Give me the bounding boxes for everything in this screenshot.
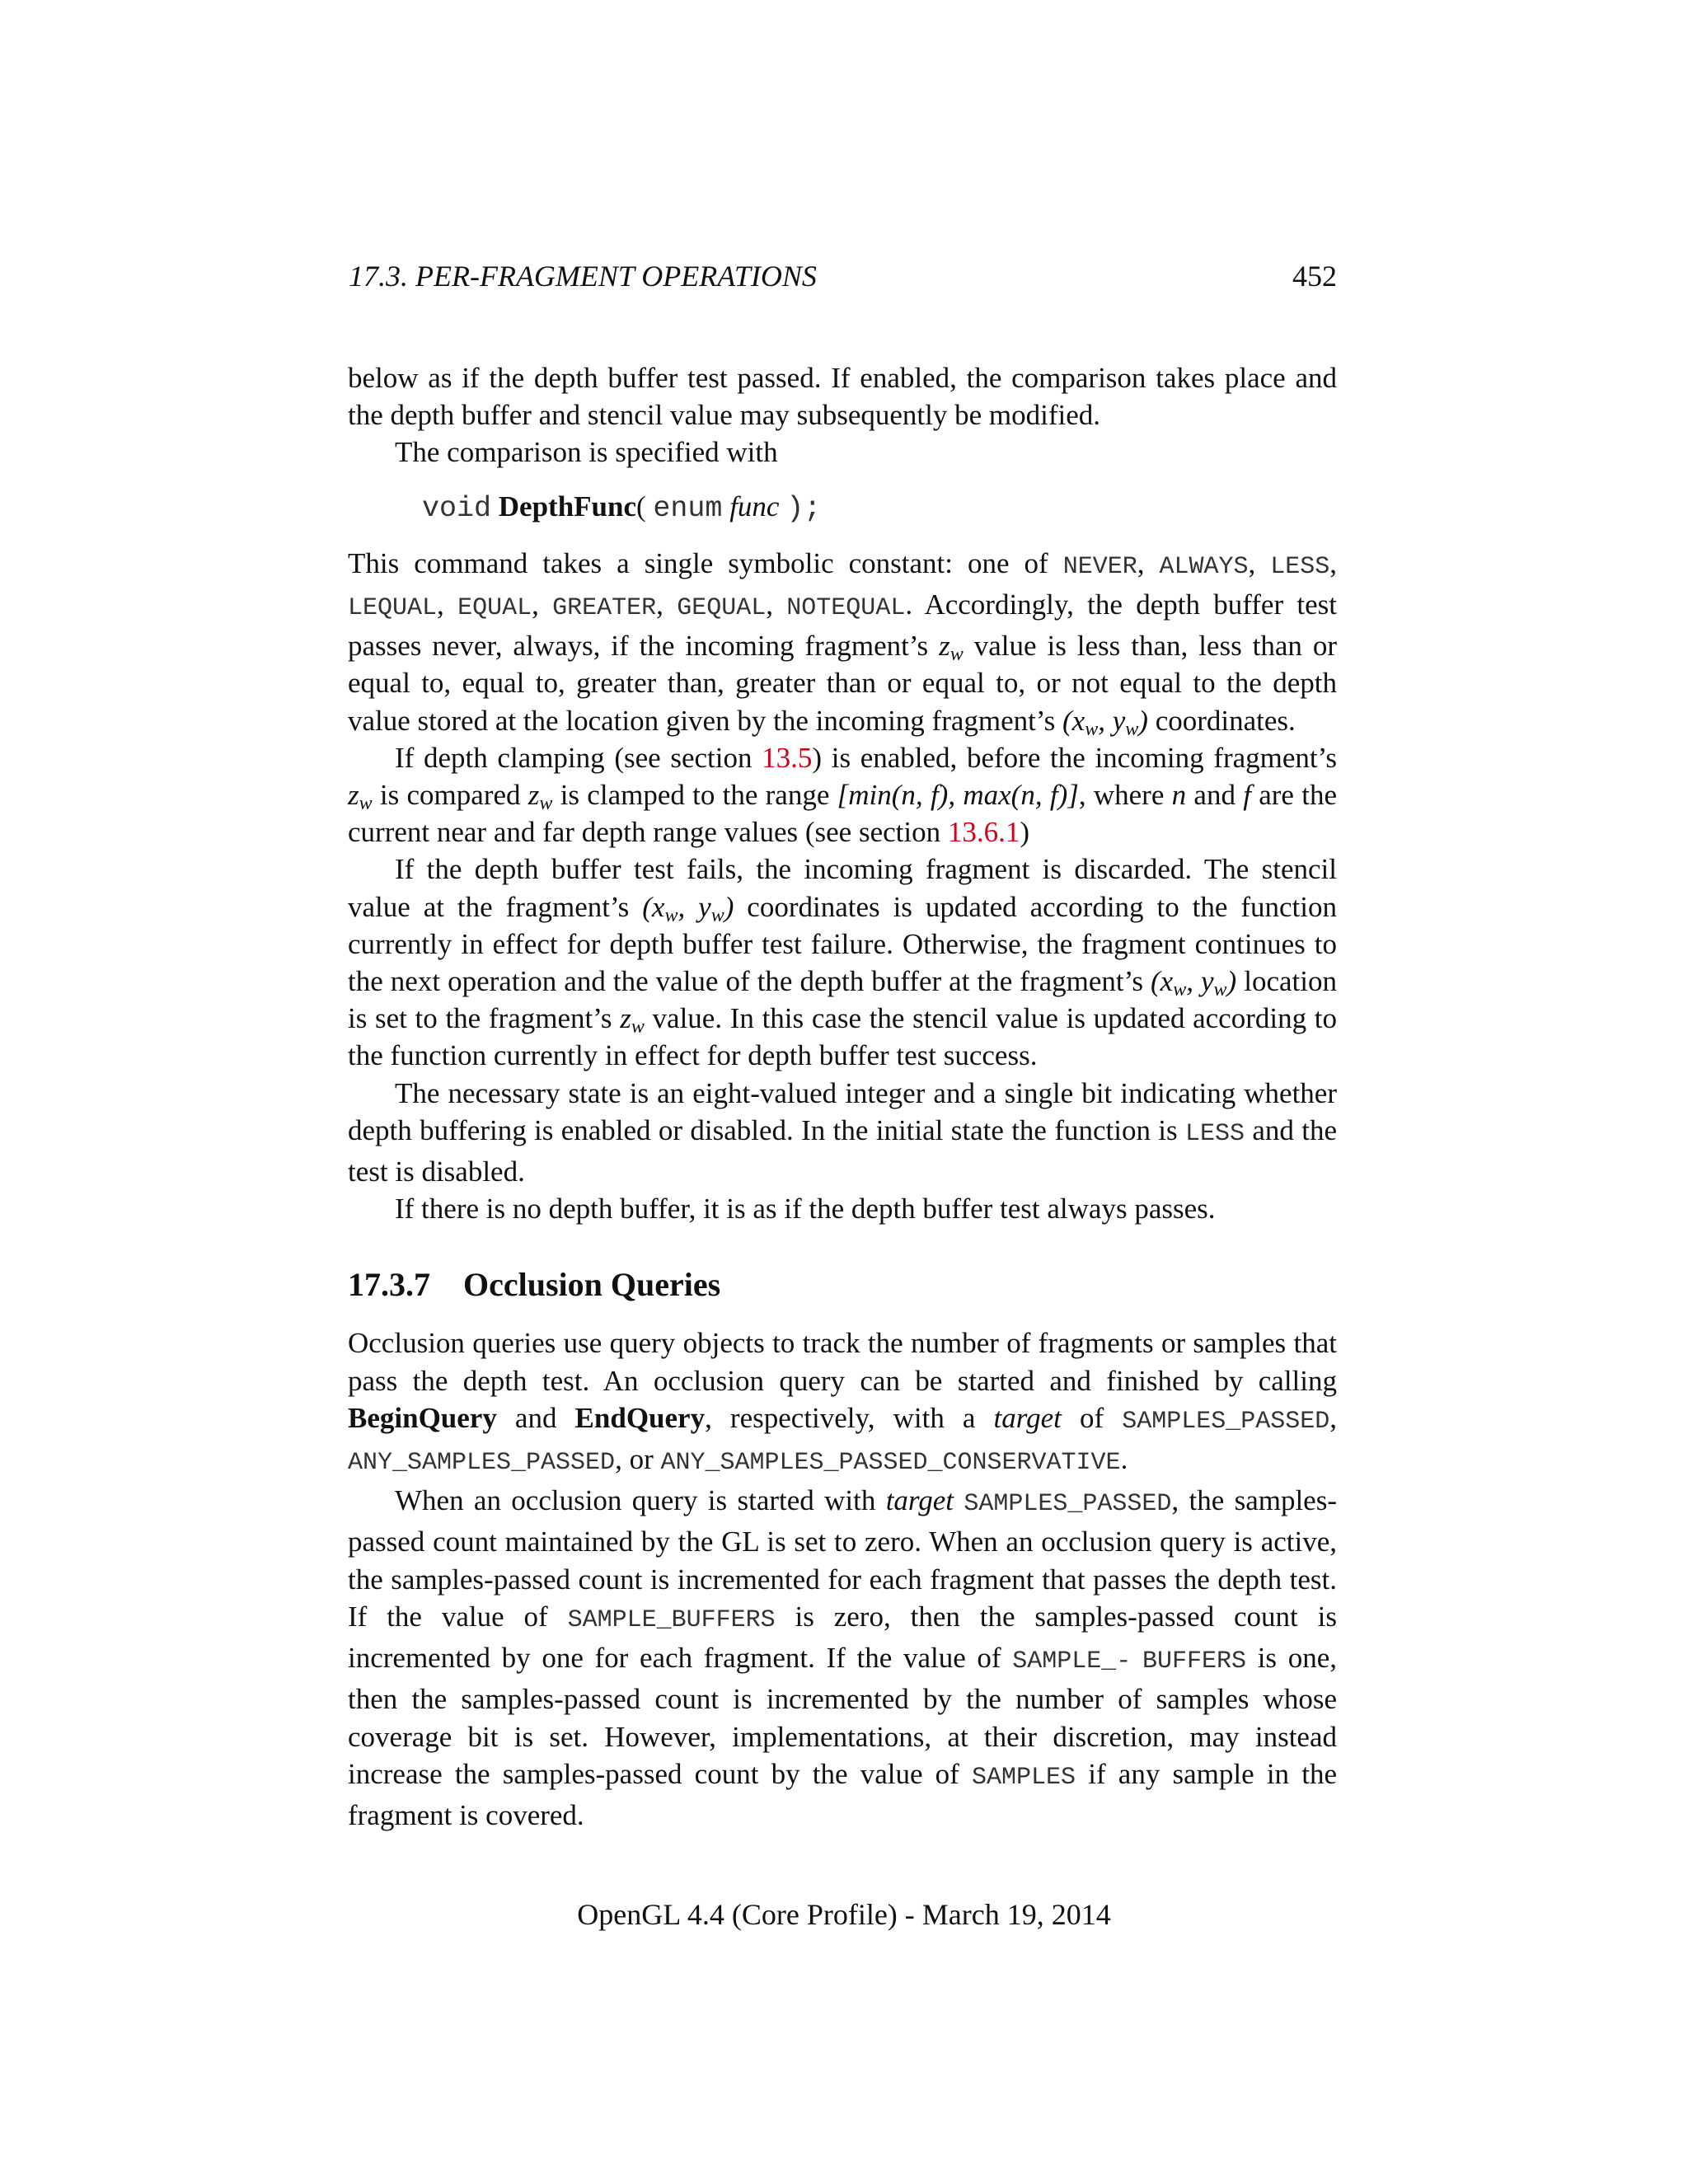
constant-sample-buffers-split: SAMPLE_- [1012, 1647, 1132, 1676]
page-footer: OpenGL 4.4 (Core Profile) - March 19, 2014 [577, 1898, 1111, 1931]
constant-samples-passed: SAMPLES_PASSED [964, 1490, 1172, 1519]
math-zw: $z_w$ [620, 1002, 645, 1038]
math-zw: $z_w$ [348, 779, 373, 815]
constant-equal: EQUAL [457, 594, 532, 623]
paragraph-continuation: below as if the depth buffer test passed. If enabled, the comparison takes place and the depth buffer and stencil value may subsequently be modified. [348, 362, 1337, 432]
paragraph-occlusion-intro: Occlusion queries use query objects to track the number of fragments or samples that pass the depth test. An occlusion query can be started and finished by calling BeginQuery and EndQuery, respectively, with a target of SAMPLES_PASSED, ANY_SAMPLES_PASSED, or ANY_SAMPLES_PASSED_CONSERVATIVE. [348, 1327, 1337, 1478]
math-f: f [1243, 779, 1251, 812]
constant-gequal: GEQUAL [677, 594, 767, 623]
math-zw: $z_w$ [528, 779, 553, 815]
constant-any-samples-passed-conservative: ANY_SAMPLES_PASSED_CONSERVATIVE [660, 1449, 1121, 1478]
body-text [348, 359, 1337, 1834]
constant-less: LESS [1185, 1119, 1245, 1148]
running-header-section: 17.3. PER-FRAGMENT OPERATIONS [349, 260, 817, 293]
paragraph-necessary-state: The necessary state is an eight-valued integer and a single bit indicating whether depth buffering is enabled or disabled. In the initial state the function is LESS and the test is disabled. [348, 1076, 1337, 1188]
param-type: enum [653, 491, 723, 525]
constant-samples-passed: SAMPLES_PASSED [1122, 1407, 1330, 1436]
page-number: 452 [1292, 260, 1337, 293]
param-target: target [885, 1484, 954, 1517]
math-xw-yw: ($x_w$, $y_w$) [642, 890, 734, 926]
constant-lequal: LEQUAL [348, 594, 438, 623]
section-heading [348, 1264, 1337, 1305]
constant-always: ALWAYS [1159, 552, 1249, 581]
function-prototype [422, 488, 1337, 527]
close-paren: ); [786, 491, 822, 525]
math-zw: $z_w$ [939, 630, 964, 666]
constant-notequal: NOTEQUAL [786, 594, 906, 623]
paragraph-no-depth-buffer: If there is no depth buffer, it is as if the depth buffer test always passes. [395, 1193, 1216, 1226]
open-paren: ( [636, 490, 646, 523]
constant-never: NEVER [1062, 552, 1137, 581]
param-name: func [729, 490, 780, 523]
return-type: void [422, 491, 492, 525]
math-xw-yw: ($x_w$, $y_w$) [1062, 704, 1148, 740]
paragraph-depthfunc-description: This command takes a single symbolic constant: one of NEVER, ALWAYS, LESS, LEQUAL, EQUAL, GREATER, GEQUAL, NOTEQUAL. Accordingly, the depth buffer test passes never, always, if the incoming fragment’s $z_w$ value is less than, less than or equal to, equal to, greater than, greater than or equal to, or not equal to the depth value stored at the location given by the incoming fragment’s ($x_w$, $y_w$) coordinates. [348, 546, 1338, 740]
constant-sample-buffers-cont: BUFFERS [1142, 1647, 1247, 1676]
paragraph-depth-clamping: If depth clamping (see section 13.5) is enabled, before the incoming fragment’s $z_w$ is compared $z_w$ is clamped to the range [min(n, f), max(n, f)], where n and f are the current near and far depth range values (see section 13.6.1) [348, 741, 1337, 849]
paragraph-test-fails: If the depth buffer test fails, the incoming fragment is discarded. The stencil value at the fragment’s ($x_w$, $y_w$) coordinates is updated according to the function currently in effect for depth buffer test failure. Otherwise, the fragment continues to the next operation and the value of the depth buffer at the fragment’s ($x_w$, $y_w$) location is set to the fragment’s $z_w$ value. In this case the stencil value is updated according to the function currently in effect for depth buffer test success. [348, 853, 1337, 1072]
math-range: [min(n, f), max(n, f)] [837, 779, 1079, 812]
constant-samples: SAMPLES [972, 1763, 1076, 1792]
constant-any-samples-passed: ANY_SAMPLES_PASSED [348, 1449, 616, 1478]
paragraph-samples-passed: When an occlusion query is started with target SAMPLES_PASSED, the samples-passed count maintained by the GL is set to zero. When an occlusion query is active, the samples-passed count is incremented for each fragment that passes the depth test. If the value of SAMPLE_BUFFERS is zero, then the samples-passed count is incremented by one for each fragment. If the value of SAMPLE_- BUFFERS is one, then the samples-passed count is incremented by the number of samples whose coverage bit is set. However, implementations, at their discretion, may instead increase the samples-passed count by the value of SAMPLES if any sample in the fragment is covered. [348, 1484, 1338, 1831]
command-endquery: EndQuery [574, 1401, 706, 1434]
constant-sample-buffers: SAMPLE_BUFFERS [567, 1605, 776, 1634]
function-name: DepthFunc [498, 490, 637, 523]
param-target: target [993, 1401, 1062, 1434]
section-title: Occlusion Queries [463, 1266, 721, 1304]
math-n: n [1171, 779, 1187, 812]
section-number: 17.3.7 [348, 1266, 430, 1304]
command-beginquery: BeginQuery [348, 1401, 497, 1434]
section-link-13-5[interactable]: 13.5 [762, 741, 813, 774]
section-link-13-6-1[interactable]: 13.6.1 [947, 816, 1020, 849]
constant-less: LESS [1270, 552, 1330, 581]
math-xw-yw: ($x_w$, $y_w$) [1150, 965, 1237, 1001]
constant-greater: GREATER [552, 594, 657, 623]
paragraph-comparison-intro: The comparison is specified with [395, 436, 778, 469]
